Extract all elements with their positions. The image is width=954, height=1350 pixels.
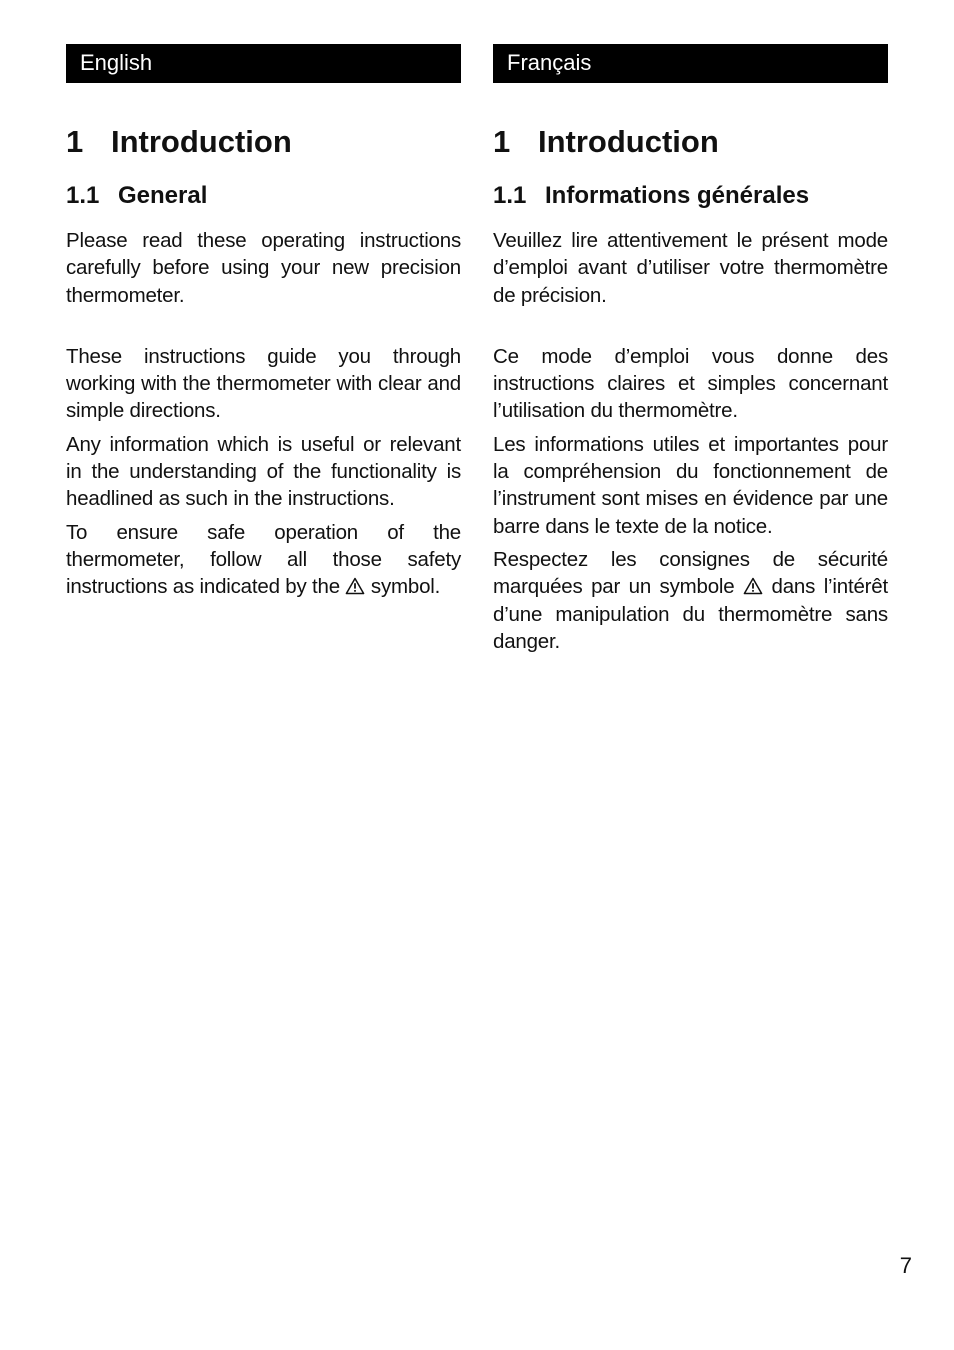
paragraph-read-instructions: Please read these operating instructions carefully before using your new precision thermometer.: [66, 229, 461, 307]
paragraph-useful-information: Any information which is useful or relevant in the understanding of the functionality is headlined as such in the instructions.: [66, 432, 461, 511]
subsection-title: General: [118, 182, 208, 209]
page-number: 7: [899, 1253, 912, 1278]
paragraph-guide: These instructions guide you through working with the thermometer with clear and simple directions.: [66, 344, 461, 423]
paragraph-safety: [66, 519, 461, 601]
language-header-french: [493, 44, 888, 83]
language-label: English: [80, 50, 153, 75]
section-heading: [66, 122, 461, 162]
safety-text-start: To ensure safe operation of the thermometer, follow all those safety instructions as indicated by the: [66, 520, 461, 599]
paragraph-read-instructions: Veuillez lire attentivement le présent mode d’emploi avant d’utiliser votre thermomètre de précision.: [493, 229, 888, 307]
french-column: [493, 44, 888, 655]
warning-triangle-icon: [345, 577, 365, 595]
subsection-heading: [66, 179, 461, 213]
subsection-number: 1.1: [493, 182, 527, 209]
safety-text-end: symbol.: [365, 575, 441, 599]
section-number: 1: [66, 124, 84, 159]
section-title: Introduction: [538, 124, 719, 159]
subsection-number: 1.1: [66, 182, 100, 209]
subsection-heading: [493, 179, 888, 213]
section-heading: [493, 122, 888, 162]
section-title: Introduction: [111, 124, 292, 159]
subsection-title: Informations générales: [545, 182, 810, 209]
language-header-english: [66, 44, 461, 83]
safety-text-start: Respectez les consignes de sécurité marquées par un symbole: [493, 547, 888, 599]
safety-text-end: dans l’intérêt d’une manipulation du thermomètre sans danger.: [493, 575, 888, 653]
english-column: [66, 44, 461, 601]
section-number: 1: [493, 124, 511, 159]
language-label: Français: [507, 50, 592, 75]
paragraph-guide: Ce mode d’emploi vous donne des instructions claires et simples concernant l’utilisation du thermomètre.: [493, 344, 888, 423]
paragraph-safety: [493, 546, 888, 655]
paragraph-useful-information: Les informations utiles et importantes pour la compréhension du fonctionnement de l’instrument sont mises en évidence par une barre dans le texte de la notice.: [493, 432, 888, 538]
warning-triangle-icon: [743, 577, 763, 595]
